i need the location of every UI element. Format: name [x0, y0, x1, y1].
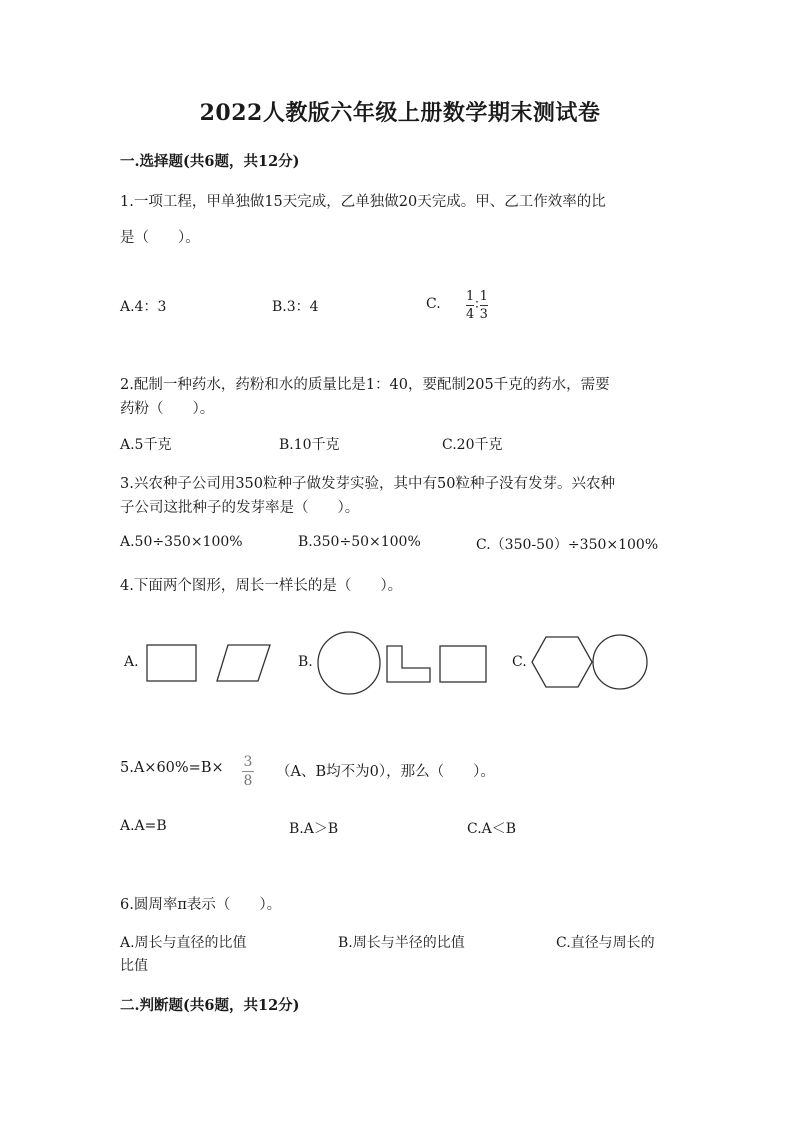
- denominator: 3: [479, 307, 488, 322]
- denominator: 4: [466, 307, 475, 322]
- q1-option-a: A.4：3: [120, 299, 167, 315]
- q4-text: 4.下面两个图形，周长一样长的是（ ）。: [120, 578, 403, 594]
- q1-text-line2: 是（ ）。: [120, 230, 200, 246]
- ratio-separator: ∶: [475, 298, 479, 313]
- q1-option-c-ratio: [466, 290, 488, 321]
- q5-text-end: （A、B均不为0），那么（ ）。: [276, 764, 495, 780]
- q3-text-line1: 3.兴农种子公司用350粒种子做发芽实验，其中有50粒种子没有发芽。兴农种: [120, 476, 615, 492]
- q4-option-c: C.: [512, 654, 527, 670]
- q4-option-b-figure: [312, 626, 492, 700]
- numerator: 1: [479, 289, 488, 304]
- fraction-bar: [466, 305, 474, 306]
- q6-option-a: A.周长与直径的比值: [120, 935, 247, 951]
- q3-option-c: C.（350-50）÷350×100%: [476, 537, 659, 553]
- q5-option-b: B.A＞B: [289, 821, 339, 837]
- q2-option-b: B.10千克: [279, 437, 340, 453]
- q2-option-a: A.5千克: [120, 437, 172, 453]
- rectangle-shape: [147, 645, 196, 681]
- q2-text-line2: 药粉（ ）。: [120, 401, 215, 417]
- circle-shape: [318, 632, 380, 694]
- q6-option-b: B.周长与半径的比值: [338, 935, 465, 951]
- q3-option-b: B.350÷50×100%: [298, 534, 421, 550]
- q6-text: 6.圆周率π表示（ ）。: [120, 897, 282, 913]
- rectangle-shape: [440, 646, 486, 682]
- q6-option-c: C.直径与周长的: [556, 935, 655, 951]
- q2-option-c: C.20千克: [442, 437, 503, 453]
- q6-option-c-continued: 比值: [120, 958, 148, 974]
- q1-option-b: B.3：4: [272, 299, 319, 315]
- denominator: 8: [243, 773, 253, 789]
- circle-shape: [593, 635, 647, 689]
- section-2-heading: 二.判断题(共6题，共12分): [120, 997, 300, 1014]
- q4-option-b: B.: [298, 654, 313, 670]
- q4-option-a-figure: [140, 638, 280, 688]
- parallelogram-shape: [217, 645, 270, 681]
- section-1-heading: 一.选择题(共6题，共12分): [120, 153, 300, 170]
- q3-option-a: A.50÷350×100%: [120, 534, 243, 550]
- page-title: 2022人教版六年级上册数学期末测试卷: [199, 100, 601, 126]
- hexagon-shape: [532, 637, 592, 687]
- q4-option-a: A.: [124, 654, 139, 670]
- q1-text-line1: 1.一项工程，甲单独做15天完成，乙单独做20天完成。甲、乙工作效率的比: [120, 194, 606, 210]
- numerator: 1: [466, 289, 475, 304]
- q1-option-c: C.: [426, 296, 441, 312]
- fraction: [466, 290, 474, 321]
- q5-option-a: A.A=B: [120, 818, 167, 834]
- numerator: 3: [243, 754, 253, 770]
- fraction-bar: [242, 771, 254, 772]
- q3-text-line2: 子公司这批种子的发芽率是（ ）。: [120, 500, 360, 516]
- fraction: [480, 290, 488, 321]
- fraction: [242, 755, 254, 788]
- l-shape: [387, 646, 430, 682]
- q5-option-c: C.A＜B: [467, 821, 517, 837]
- q2-text-line1: 2.配制一种药水，药粉和水的质量比是1：40，要配制205千克的药水，需要: [120, 377, 610, 393]
- fraction-bar: [480, 305, 488, 306]
- q4-option-c-figure: [528, 630, 652, 694]
- q5-text-start: 5.A×60%=B×: [120, 760, 224, 776]
- q5-fraction: [242, 751, 254, 788]
